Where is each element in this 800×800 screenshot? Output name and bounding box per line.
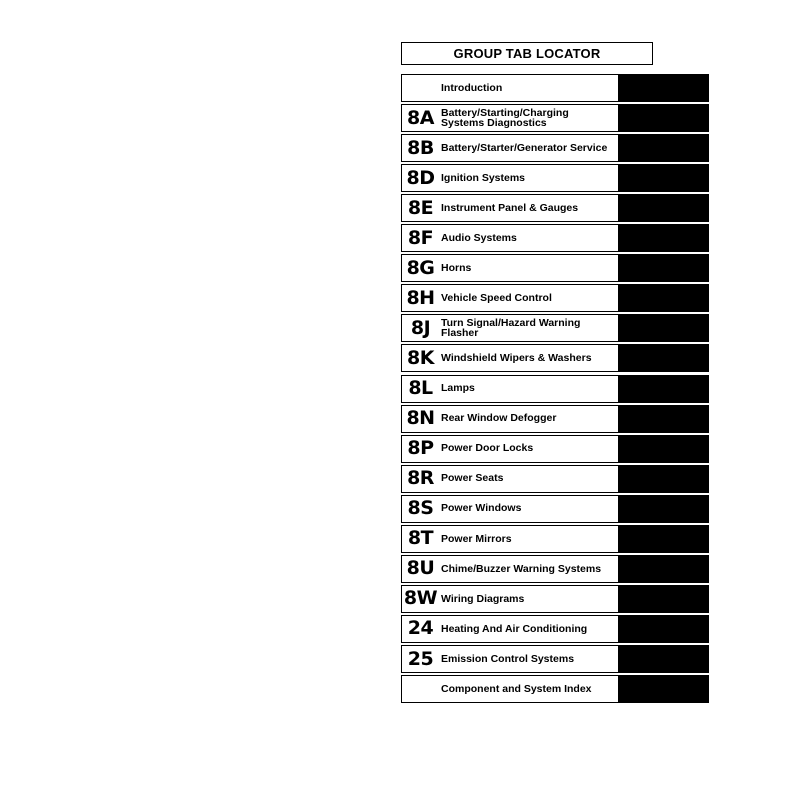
tab-title: Chime/Buzzer Warning Systems — [441, 562, 602, 575]
tab-code: 8B — [407, 136, 434, 159]
tab-row[interactable] — [401, 164, 709, 192]
tab-marker[interactable] — [619, 254, 709, 282]
tab-row[interactable] — [401, 555, 709, 583]
tab-label-cell[interactable] — [401, 555, 619, 583]
tab-label-cell[interactable] — [401, 344, 619, 372]
tab-marker[interactable] — [619, 314, 709, 342]
tab-marker[interactable] — [619, 675, 709, 703]
tab-code: 8J — [410, 316, 431, 339]
tab-title: Power Seats — [441, 472, 504, 485]
tab-label-cell[interactable] — [401, 134, 619, 162]
tab-code: 8K — [407, 346, 434, 369]
tab-title: Component and System Index — [441, 682, 592, 695]
tab-row[interactable] — [401, 435, 709, 463]
tab-row[interactable] — [401, 284, 709, 312]
tab-label-cell[interactable] — [401, 615, 619, 643]
tab-row[interactable] — [401, 314, 709, 342]
tab-row[interactable] — [401, 645, 709, 673]
tab-code: 8L — [408, 377, 433, 399]
tab-label-cell[interactable] — [401, 525, 619, 553]
tab-marker[interactable] — [619, 525, 709, 553]
tab-label-cell[interactable] — [401, 284, 619, 312]
tab-label-cell[interactable] — [401, 585, 619, 613]
tab-title: Instrument Panel & Gauges — [441, 201, 579, 214]
tab-row[interactable] — [401, 375, 709, 403]
tab-title: Turn Signal/Hazard Warning Flasher — [441, 316, 581, 340]
tab-code: 8P — [407, 437, 434, 460]
tab-marker[interactable] — [619, 284, 709, 312]
tab-title: Vehicle Speed Control — [441, 292, 552, 305]
tab-marker[interactable] — [619, 435, 709, 463]
tab-code: 8W — [403, 587, 438, 610]
tab-code: 8S — [407, 497, 434, 520]
tab-row[interactable] — [401, 194, 709, 222]
tab-title: Audio Systems — [441, 232, 517, 245]
tab-code: 8G — [406, 256, 435, 279]
tab-row[interactable] — [401, 465, 709, 493]
tab-row[interactable] — [401, 134, 709, 162]
tab-title: Rear Window Defogger — [441, 412, 557, 425]
tab-label-cell[interactable] — [401, 675, 619, 703]
tab-label-cell[interactable] — [401, 405, 619, 433]
tab-label-cell[interactable] — [401, 164, 619, 192]
tab-marker[interactable] — [619, 224, 709, 252]
tab-title: Battery/Starter/Generator Service — [441, 141, 608, 154]
tab-row[interactable] — [401, 74, 709, 102]
tab-code: 8T — [407, 527, 434, 550]
tab-code: 8U — [406, 557, 435, 580]
tab-marker[interactable] — [619, 134, 709, 162]
tab-code: 8N — [406, 407, 435, 430]
tab-title: Power Door Locks — [441, 442, 534, 455]
tab-code: 8F — [407, 226, 434, 249]
tab-marker[interactable] — [619, 555, 709, 583]
tab-row[interactable] — [401, 405, 709, 433]
tab-title: Introduction — [441, 81, 503, 94]
tab-title: Wiring Diagrams — [441, 592, 525, 605]
tab-row[interactable] — [401, 525, 709, 553]
tab-marker[interactable] — [619, 164, 709, 192]
tab-label-cell[interactable] — [401, 495, 619, 523]
tab-marker[interactable] — [619, 465, 709, 493]
tab-label-cell[interactable] — [401, 104, 619, 132]
tab-label-cell[interactable] — [401, 254, 619, 282]
tab-label-cell[interactable] — [401, 224, 619, 252]
tab-row[interactable] — [401, 585, 709, 613]
tab-label-cell[interactable] — [401, 74, 619, 102]
header-title: GROUP TAB LOCATOR — [453, 46, 601, 61]
tab-marker[interactable] — [619, 74, 709, 102]
tab-row[interactable] — [401, 495, 709, 523]
tab-row[interactable] — [401, 104, 709, 132]
tab-code: 8H — [406, 286, 435, 309]
tab-label-cell[interactable] — [401, 375, 619, 403]
tab-marker[interactable] — [619, 344, 709, 372]
tab-code: 8D — [406, 166, 435, 189]
tab-code: 8A — [407, 106, 434, 129]
tab-title: Emission Control Systems — [441, 652, 575, 665]
tab-label-cell[interactable] — [401, 194, 619, 222]
tab-marker[interactable] — [619, 375, 709, 403]
tab-marker[interactable] — [619, 495, 709, 523]
tab-title: Heating And Air Conditioning — [441, 622, 588, 635]
tab-marker[interactable] — [619, 615, 709, 643]
tab-code: 8R — [407, 467, 434, 490]
tab-title: Battery/Starting/Charging Systems Diagnostics — [441, 106, 569, 130]
tab-title: Windshield Wipers & Washers — [441, 352, 592, 365]
tab-code: 8E — [407, 196, 434, 219]
tab-row[interactable] — [401, 254, 709, 282]
tab-marker[interactable] — [619, 645, 709, 673]
tab-row[interactable] — [401, 615, 709, 643]
tab-row[interactable] — [401, 344, 709, 372]
tab-label-cell[interactable] — [401, 465, 619, 493]
tab-title: Horns — [441, 262, 472, 275]
tab-marker[interactable] — [619, 104, 709, 132]
tab-code: 24 — [407, 617, 434, 640]
tab-title: Power Windows — [441, 502, 522, 515]
tab-row[interactable] — [401, 224, 709, 252]
tab-marker[interactable] — [619, 585, 709, 613]
tab-title: Power Mirrors — [441, 532, 512, 545]
tab-label-cell[interactable] — [401, 645, 619, 673]
tab-row[interactable] — [401, 675, 709, 703]
tab-title: Ignition Systems — [441, 171, 526, 184]
tab-code: 25 — [407, 647, 434, 670]
tab-label-cell[interactable] — [401, 314, 619, 342]
tab-marker[interactable] — [619, 194, 709, 222]
tab-title: Lamps — [441, 382, 475, 395]
tab-marker[interactable] — [619, 405, 709, 433]
tab-label-cell[interactable] — [401, 435, 619, 463]
group-tab-locator-header — [401, 42, 653, 65]
